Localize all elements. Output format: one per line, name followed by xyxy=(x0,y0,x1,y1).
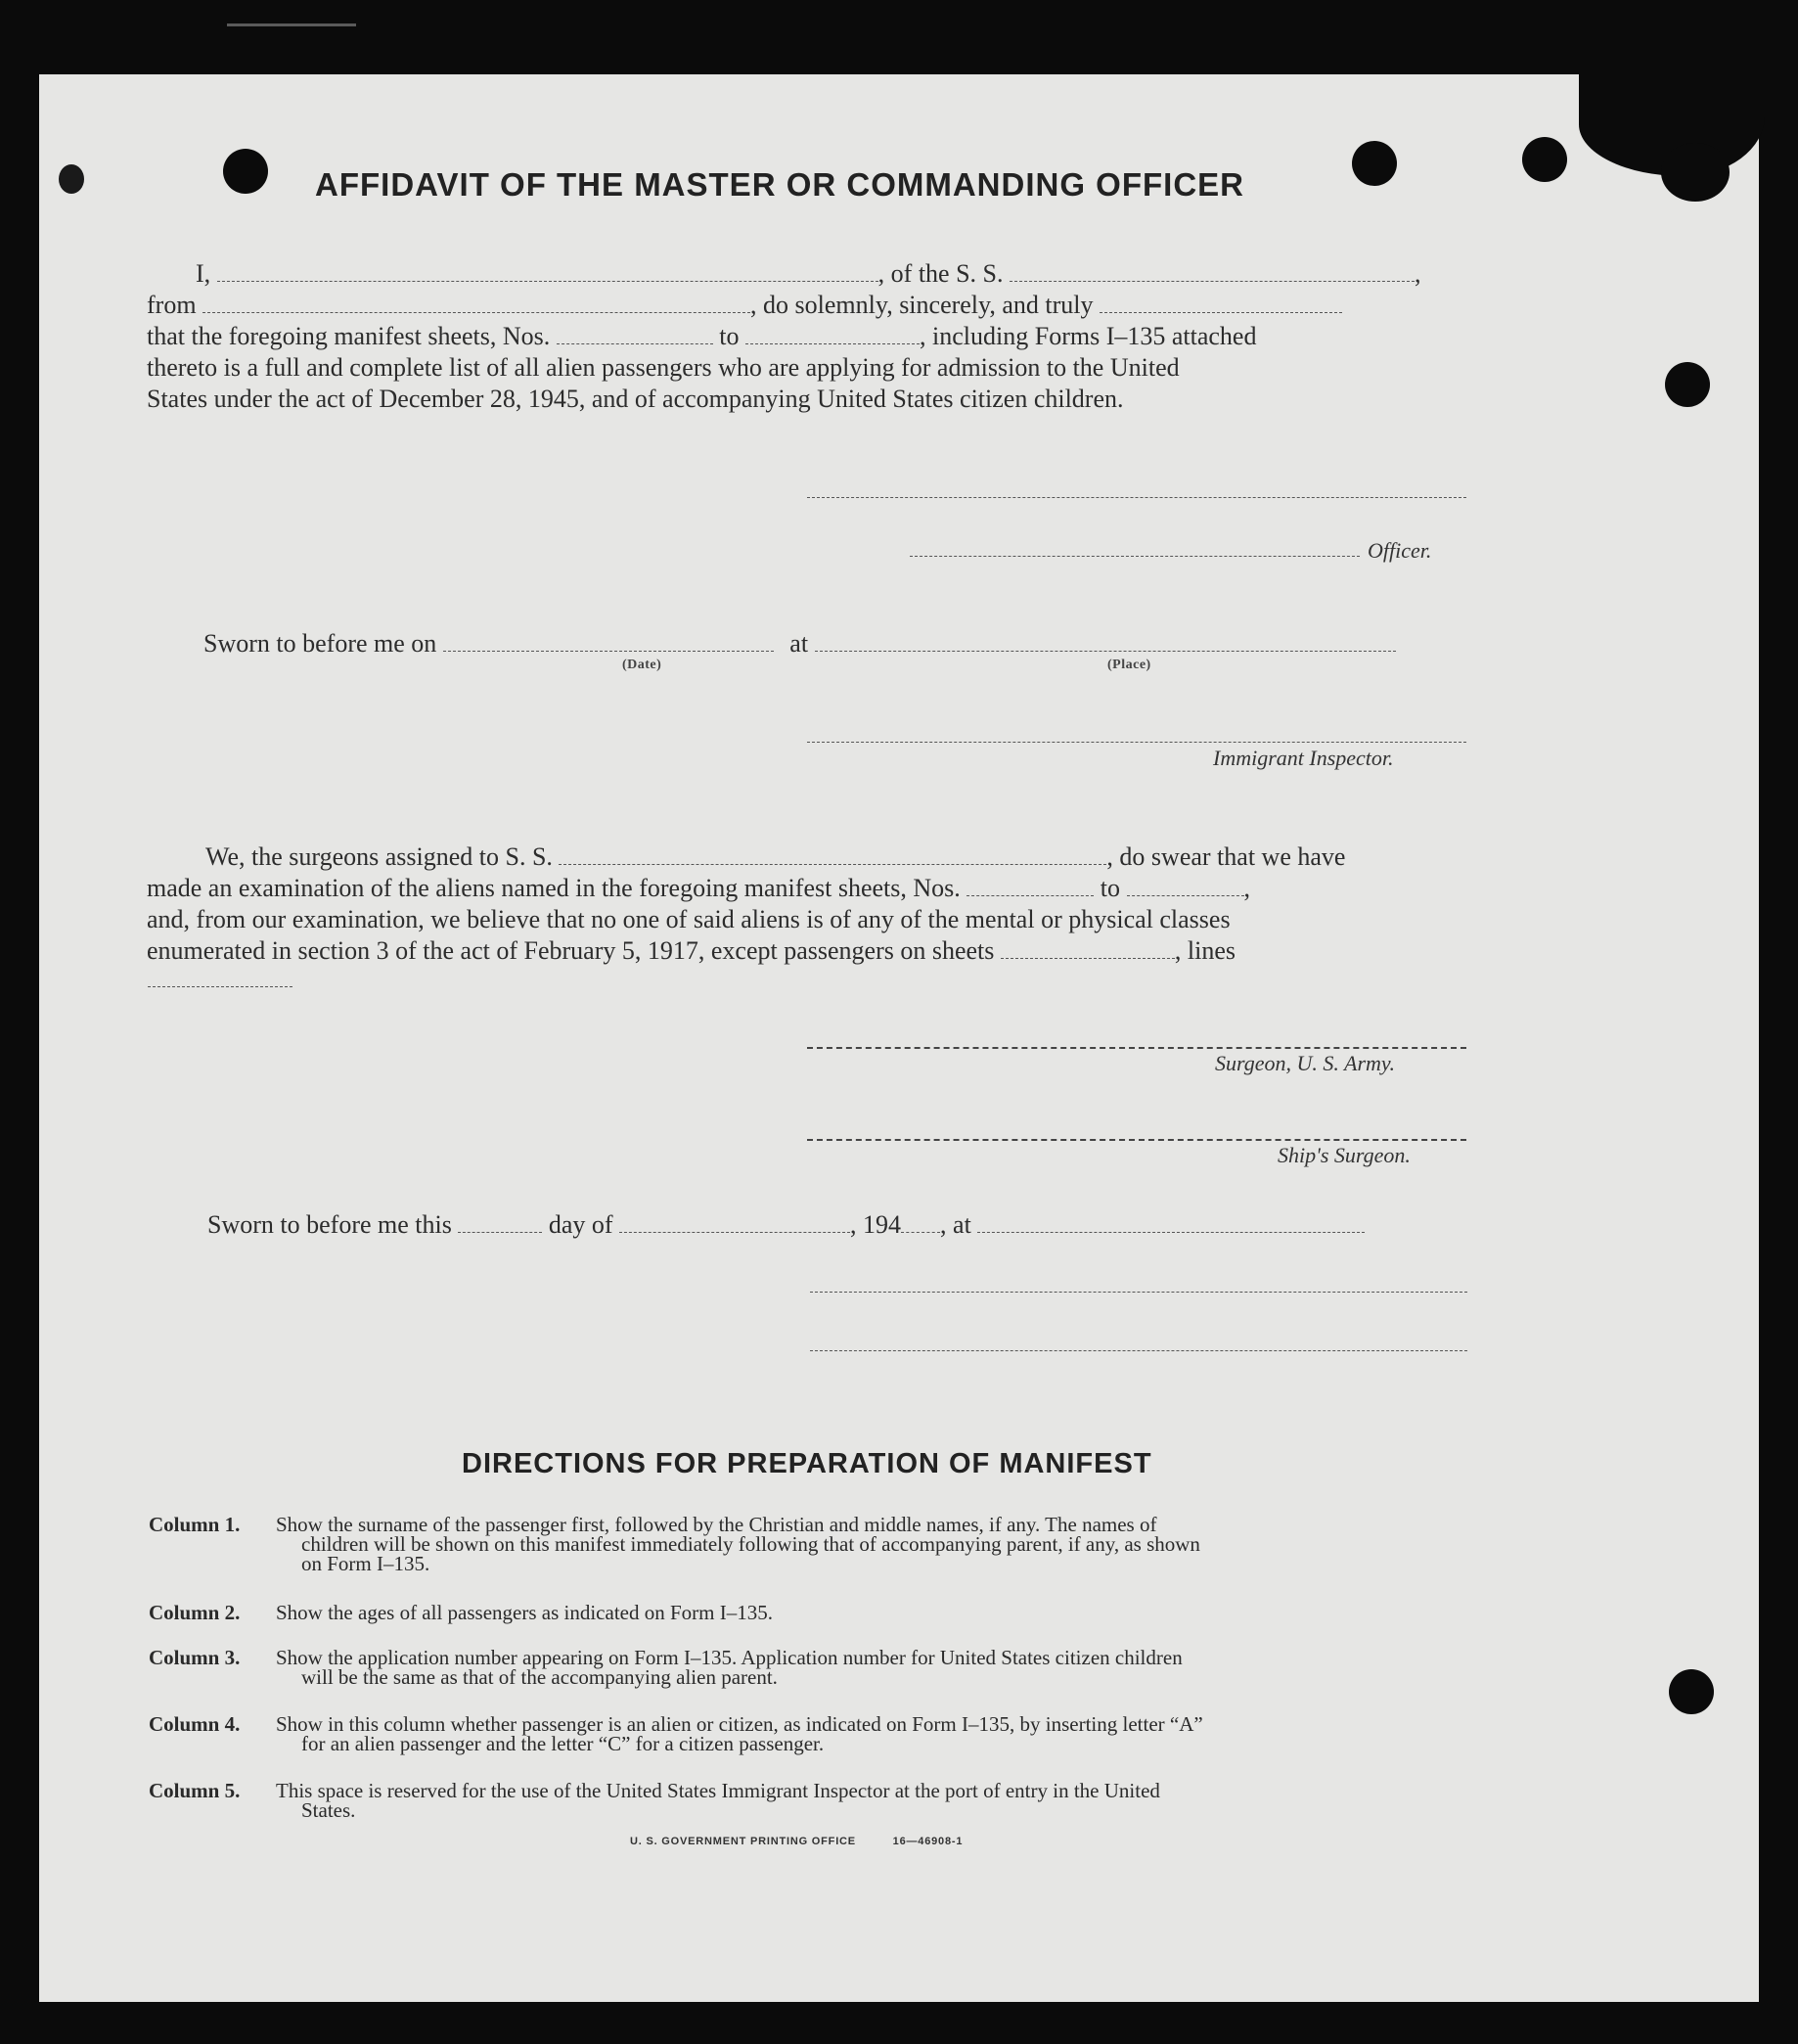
affidavit-line-1: I, , of the S. S. , xyxy=(196,259,1421,288)
sworn-day-field[interactable] xyxy=(458,1216,542,1233)
sheet-to-field[interactable] xyxy=(745,328,920,344)
ship-name-field[interactable] xyxy=(1010,265,1415,282)
sworn-month-field[interactable] xyxy=(619,1216,850,1233)
sworn-year-field[interactable] xyxy=(901,1216,940,1233)
affidavit-line-3: that the foregoing manifest sheets, Nos. to , including Forms I–135 attached xyxy=(147,322,1257,350)
truly-field[interactable] xyxy=(1100,296,1342,313)
affidavit-line-4: thereto is a full and complete list of all alien passengers who are applying for admission to the United xyxy=(147,353,1180,382)
affidavit-title: AFFIDAVIT OF THE MASTER OR COMMANDING OFFICER xyxy=(315,166,1245,203)
direction-column-label: Column 4. xyxy=(149,1712,241,1736)
torn-corner xyxy=(1661,143,1730,202)
place-caption: (Place) xyxy=(1107,658,1151,672)
punch-hole xyxy=(59,164,84,194)
punch-hole xyxy=(223,149,268,194)
inspector-label: Immigrant Inspector. xyxy=(1213,746,1394,770)
affidavit-line-2: from , do solemnly, sincerely, and truly xyxy=(147,290,1467,320)
sworn-place-field[interactable] xyxy=(815,635,1396,652)
date-caption: (Date) xyxy=(622,658,662,672)
direction-text: Show the surname of the passenger first, followed by the Christian and middle names, if any. The names of children will be shown on this manifest immediately following that of accompanying parent, if any, as shown on Form I–135. xyxy=(276,1513,1200,1575)
sworn-on-line: Sworn to before me on at xyxy=(203,628,1396,659)
top-edge-mark xyxy=(227,23,356,26)
punch-hole xyxy=(1669,1669,1714,1714)
except-lines-field[interactable] xyxy=(148,986,292,987)
surgeons-line-4: enumerated in section 3 of the act of February 5, 1917, except passengers on sheets , lines xyxy=(147,936,1236,965)
officer-title-line[interactable] xyxy=(910,556,1360,557)
surgeons-ship-field[interactable] xyxy=(559,848,1106,865)
army-surgeon-signature-line[interactable] xyxy=(807,1047,1466,1049)
printer-imprint: U. S. GOVERNMENT PRINTING OFFICE 16—46908-1 xyxy=(630,1836,964,1847)
punch-hole xyxy=(1352,141,1397,186)
direction-text: Show the ages of all passengers as indicated on Form I–135. xyxy=(276,1601,773,1624)
affidavit-line-5: States under the act of December 28, 1945, and of accompanying United States citizen children. xyxy=(147,385,1124,413)
surgeons-line-2: made an examination of the aliens named in the foregoing manifest sheets, Nos. to , xyxy=(147,874,1250,902)
direction-column-label: Column 1. xyxy=(149,1513,241,1536)
sworn-this-line: Sworn to before me this day of , 194 , at xyxy=(207,1209,1365,1240)
directions-title: DIRECTIONS FOR PREPARATION OF MANIFEST xyxy=(462,1448,1152,1479)
direction-column-label: Column 3. xyxy=(149,1646,241,1669)
sheet-from-field[interactable] xyxy=(557,328,713,344)
inspector-signature-line[interactable] xyxy=(807,742,1466,743)
direction-text: Show the application number appearing on Form I–135. Application number for United States citizen children will be the same as that of the accompanying alien parent. xyxy=(276,1646,1183,1689)
punch-hole xyxy=(1665,362,1710,407)
exam-sheet-to-field[interactable] xyxy=(1127,880,1244,896)
ship-surgeon-signature-line[interactable] xyxy=(807,1139,1466,1141)
army-surgeon-label: Surgeon, U. S. Army. xyxy=(1215,1051,1395,1075)
punch-hole xyxy=(1522,137,1567,182)
officer-signature-line[interactable] xyxy=(807,497,1466,498)
witness-signature-line[interactable] xyxy=(810,1292,1467,1293)
direction-text: Show in this column whether passenger is an alien or citizen, as indicated on Form I–135, by inserting letter “A” for an alien passenger and the letter “C” for a citizen passenger. xyxy=(276,1712,1203,1755)
sworn-place-2-field[interactable] xyxy=(977,1216,1365,1233)
form-page xyxy=(39,74,1759,2002)
officer-name-field[interactable] xyxy=(217,265,878,282)
sworn-date-field[interactable] xyxy=(443,635,774,652)
surgeons-line-1: We, the surgeons assigned to S. S. , do swear that we have xyxy=(205,842,1346,871)
ship-surgeon-label: Ship's Surgeon. xyxy=(1278,1143,1411,1167)
officer-label: Officer. xyxy=(1368,538,1432,563)
direction-column-label: Column 5. xyxy=(149,1779,241,1802)
direction-column-label: Column 2. xyxy=(149,1601,241,1624)
exam-sheet-from-field[interactable] xyxy=(966,880,1094,896)
surgeons-line-3: and, from our examination, we believe that no one of said aliens is of any of the mental or physical classes xyxy=(147,905,1231,933)
direction-text: This space is reserved for the use of the United States Immigrant Inspector at the port of entry in the United States. xyxy=(276,1779,1160,1822)
except-sheets-field[interactable] xyxy=(1001,942,1175,959)
witness-title-line[interactable] xyxy=(810,1350,1467,1351)
from-port-field[interactable] xyxy=(202,296,750,313)
